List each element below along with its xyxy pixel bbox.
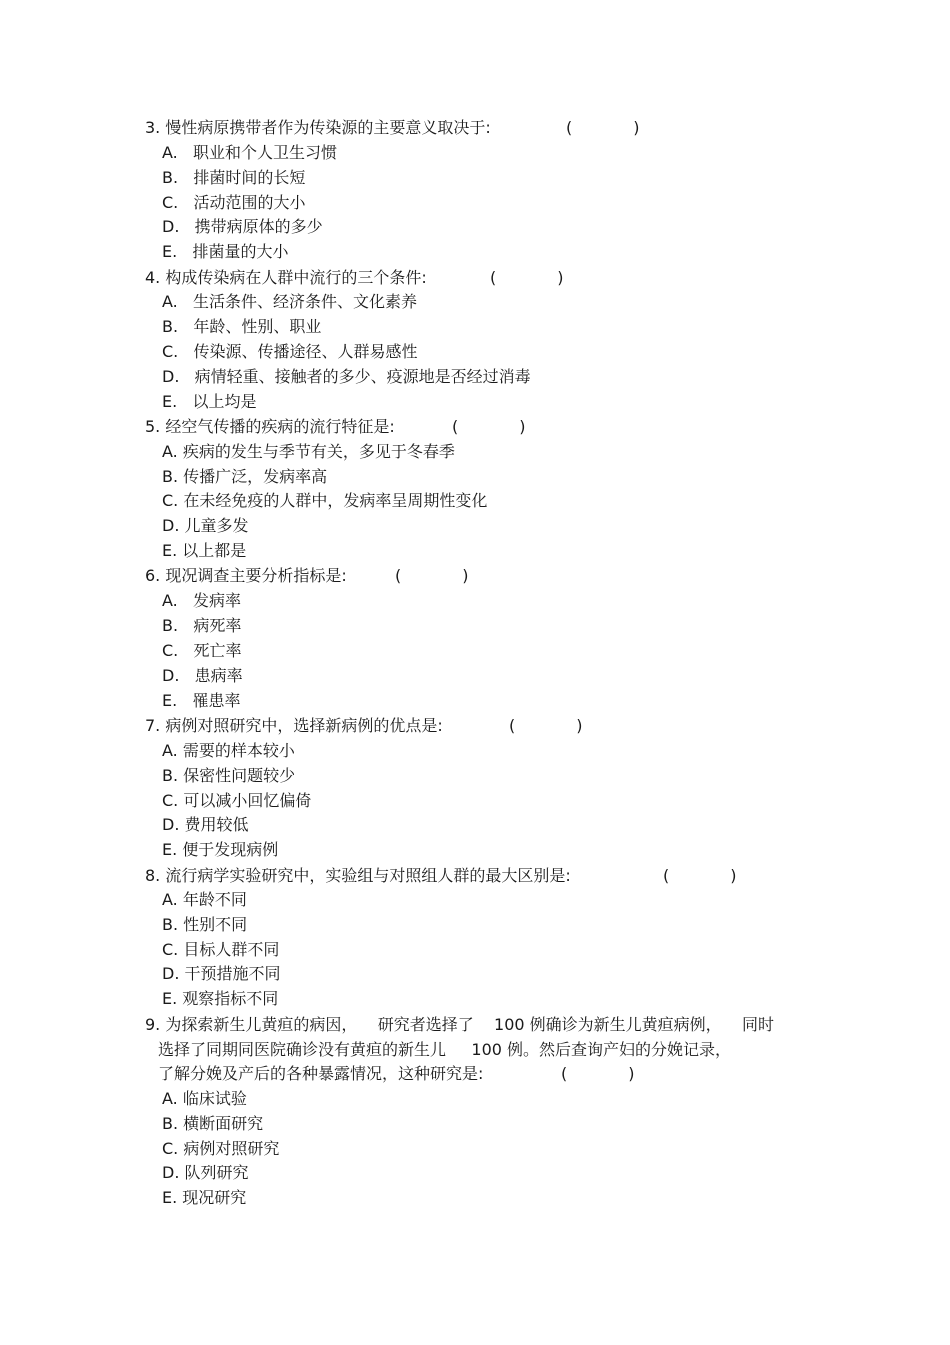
question-7-answer-blank: ( ): [509, 716, 583, 735]
question-6-option-e: E. 罹患率: [162, 691, 241, 710]
question-5-option-c: C. 在未经免疫的人群中，发病率呈周期性变化: [162, 491, 488, 510]
question-8-stem: 8. 流行病学实验研究中，实验组与对照组人群的最大区别是:: [145, 866, 571, 885]
question-7-option-c: C. 可以减小回忆偏倚: [162, 791, 312, 810]
question-3-option-d: D. 携带病原体的多少: [162, 217, 323, 236]
question-7-option-a: A. 需要的样本较小: [162, 741, 295, 760]
question-9-option-a: A. 临床试验: [162, 1089, 247, 1108]
question-3-answer-blank: ( ): [566, 118, 640, 137]
question-8-option-d: D. 干预措施不同: [162, 964, 281, 983]
question-7-stem: 7. 病例对照研究中，选择新病例的优点是:: [145, 716, 443, 735]
question-3-option-c: C. 活动范围的大小: [162, 193, 306, 212]
question-3-option-a: A. 职业和个人卫生习惯: [162, 143, 338, 162]
question-6-stem: 6. 现况调查主要分析指标是:: [145, 566, 347, 585]
question-6-option-a: A. 发病率: [162, 591, 242, 610]
question-6-option-d: D. 患病率: [162, 666, 243, 685]
question-4-stem: 4. 构成传染病在人群中流行的三个条件:: [145, 268, 427, 287]
question-7-option-d: D. 费用较低: [162, 815, 249, 834]
question-9-stem-line-1: 9. 为探索新生儿黄疸的病因， 研究者选择了 100 例确诊为新生儿黄疸病例， 同时: [145, 1015, 775, 1034]
question-4-option-e: E. 以上均是: [162, 392, 257, 411]
question-9-answer-blank: ( ): [561, 1064, 635, 1083]
question-8-option-a: A. 年龄不同: [162, 890, 247, 909]
question-6-option-c: C. 死亡率: [162, 641, 242, 660]
question-9-option-d: D. 队列研究: [162, 1163, 249, 1182]
question-7-option-e: E. 便于发现病例: [162, 840, 279, 859]
question-4-option-b: B. 年龄、性别、职业: [162, 317, 322, 336]
question-3-stem: 3. 慢性病原携带者作为传染源的主要意义取决于:: [145, 118, 491, 137]
question-5-option-b: B. 传播广泛，发病率高: [162, 467, 328, 486]
question-8-option-e: E. 观察指标不同: [162, 989, 279, 1008]
question-5-option-a: A. 疾病的发生与季节有关，多见于冬春季: [162, 442, 455, 461]
question-5-option-e: E. 以上都是: [162, 541, 247, 560]
question-8-answer-blank: ( ): [663, 866, 737, 885]
question-6-option-b: B. 病死率: [162, 616, 242, 635]
question-5-answer-blank: ( ): [452, 417, 526, 436]
question-9-option-c: C. 病例对照研究: [162, 1139, 280, 1158]
question-5-option-d: D. 儿童多发: [162, 516, 249, 535]
question-9-stem-line-2: 选择了同期同医院确诊没有黄疸的新生儿 100 例。然后查询产妇的分娩记录，: [158, 1040, 732, 1059]
question-8-option-c: C. 目标人群不同: [162, 940, 280, 959]
question-4-option-d: D. 病情轻重、接触者的多少、疫源地是否经过消毒: [162, 367, 531, 386]
question-4-option-c: C. 传染源、传播途径、人群易感性: [162, 342, 418, 361]
question-9-stem-line-3: 了解分娩及产后的各种暴露情况，这种研究是:: [158, 1064, 484, 1083]
question-3-option-e: E. 排菌量的大小: [162, 242, 289, 261]
question-9-option-e: E. 现况研究: [162, 1188, 247, 1207]
question-5-stem: 5. 经空气传播的疾病的流行特征是:: [145, 417, 395, 436]
question-6-answer-blank: ( ): [395, 566, 469, 585]
question-7-option-b: B. 保密性问题较少: [162, 766, 296, 785]
question-3-option-b: B. 排菌时间的长短: [162, 168, 306, 187]
question-4-answer-blank: ( ): [490, 268, 564, 287]
question-8-option-b: B. 性别不同: [162, 915, 248, 934]
question-9-option-b: B. 横断面研究: [162, 1114, 264, 1133]
question-4-option-a: A. 生活条件、经济条件、文化素养: [162, 292, 418, 311]
